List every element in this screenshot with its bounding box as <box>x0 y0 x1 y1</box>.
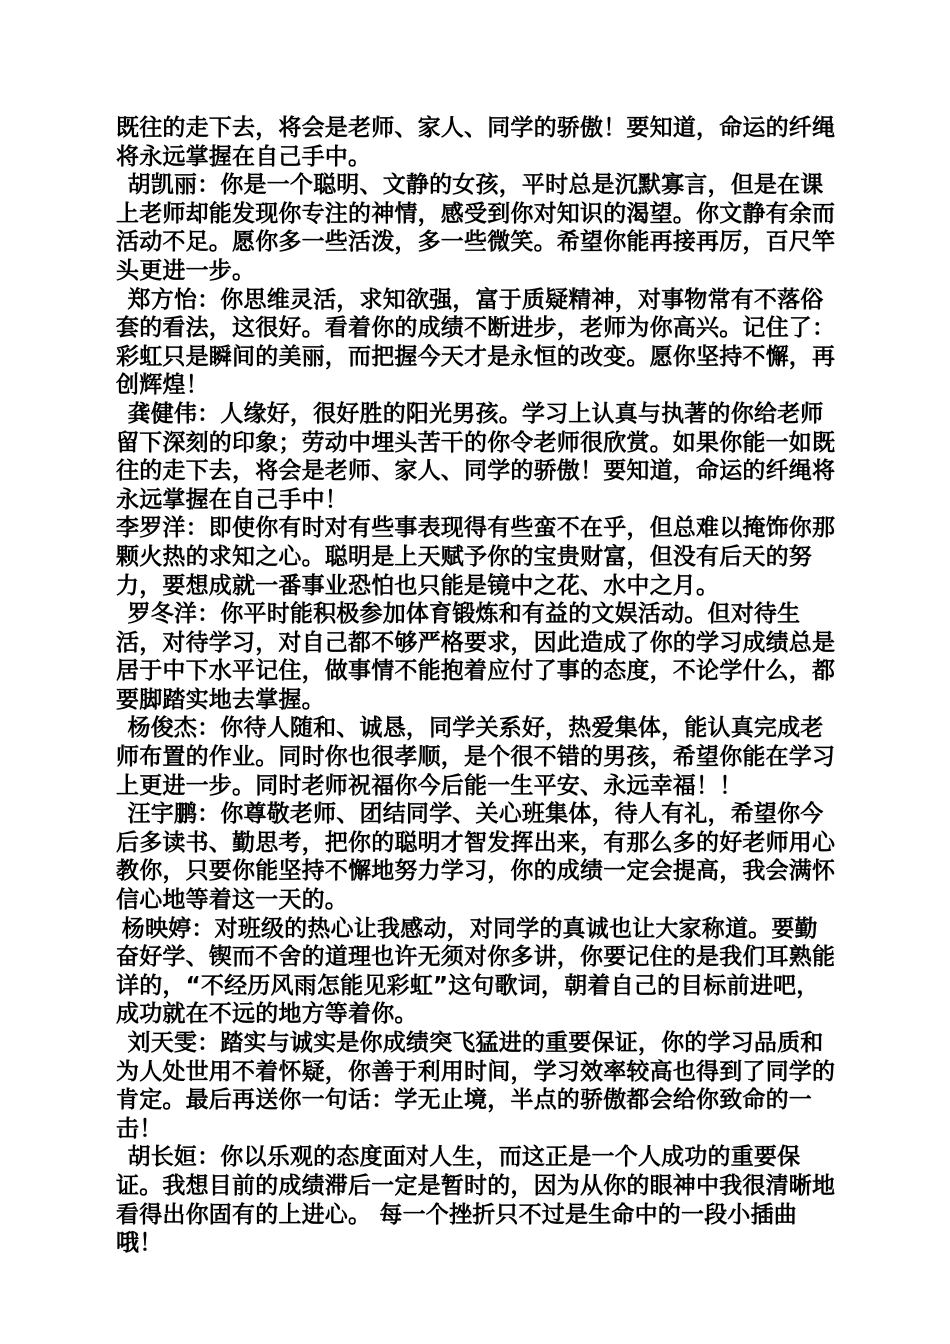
paragraph-continuation: 既往的走下去，将会是老师、家人、同学的骄傲！要知道，命运的纤绳将永远掌握在自己手中。 <box>116 115 836 170</box>
paragraph-comment-luo-dongyang: 罗冬洋：你平时能积极参加体育锻炼和有益的文娱活动。但对待生活，对待学习，对自己都不够严格要求，因此造成了你的学习成绩总是居于中下水平记住，做事情不能抱着应付了事的态度，不论学什么，都要脚踏实地去掌握。 <box>116 601 836 713</box>
paragraph-comment-wang-yupeng: 汪宇鹏：你尊敬老师、团结同学、关心班集体，待人有礼，希望你今后多读书、勤思考，把你的聪明才智发挥出来，有那么多的好老师用心教你，只要你能坚持不懈地努力学习，你的成绩一定会提高，我会满怀信心地等着这一天的。 <box>116 801 836 914</box>
paragraph-comment-liu-tianwen: 刘天雯：踏实与诚实是你成绩突飞猛进的重要保证，你的学习品质和为人处世用不着怀疑，你善于利用时间，学习效率较高也得到了同学的肯定。最后再送你一句话：学无止境，半点的骄傲都会给你致命的一击！ <box>116 1030 836 1142</box>
paragraph-comment-li-luoyang: 李罗洋：即使你有时对有些事表现得有些蛮不在乎，但总难以掩饰你那颗火热的求知之心。聪明是上天赋予你的宝贵财富，但没有后天的努力，要想成就一番事业恐怕也只能是镜中之花、水中之月。 <box>116 515 836 599</box>
paragraph-comment-zheng-fangyi: 郑方怡：你思维灵活，求知欲强，富于质疑精神，对事物常有不落俗套的看法，这很好。看着你的成绩不断进步，老师为你高兴。记住了：彩虹只是瞬间的美丽，而把握今天才是永恒的改变。愿你坚持不懈，再创辉煌！ <box>116 286 836 399</box>
paragraph-comment-yang-yingting: 杨映婷：对班级的热心让我感动，对同学的真诚也让大家称道。要勤奋好学、锲而不舍的道理也许无须对你多讲，你要记住的是我们耳熟能详的，“不经历风雨怎能见彩虹”这句歌词，朝着自己的目标前进吧，成功就在不远的地方等着你。 <box>116 915 836 1028</box>
paragraph-comment-yang-junjie: 杨俊杰：你待人随和、诚恳，同学关系好，热爱集体，能认真完成老师布置的作业。同时你也很孝顺，是个很不错的男孩，希望你能在学习上更进一步。同时老师祝福你今后能一生平安、永远幸福！！ <box>116 715 836 799</box>
paragraph-comment-hu-changheng: 胡长姮：你以乐观的态度面对人生，而这正是一个人成功的重要保证。我想目前的成绩滞后一定是暂时的，因为从你的眼神中我很清晰地看得出你固有的上进心。 每一个挫折只不过是生命中的一段小插曲哦！ <box>116 1144 836 1257</box>
paragraph-comment-gong-jianwei: 龚健伟：人缘好，很好胜的阳光男孩。学习上认真与执著的你给老师留下深刻的印象；劳动中埋头苦干的你令老师很欣赏。如果你能一如既往的走下去，将会是老师、家人、同学的骄傲！要知道，命运的纤绳将永远掌握在自己手中！ <box>116 400 836 513</box>
comments-body <box>116 114 838 1258</box>
paragraph-comment-hu-kaili: 胡凯丽：你是一个聪明、文静的女孩，平时总是沉默寡言，但是在课上老师却能发现你专注的神情，感受到你对知识的渴望。你文静有余而活动不足。愿你多一些活泼，多一些微笑。希望你能再接再厉，百尺竿头更进一步。 <box>116 172 836 284</box>
